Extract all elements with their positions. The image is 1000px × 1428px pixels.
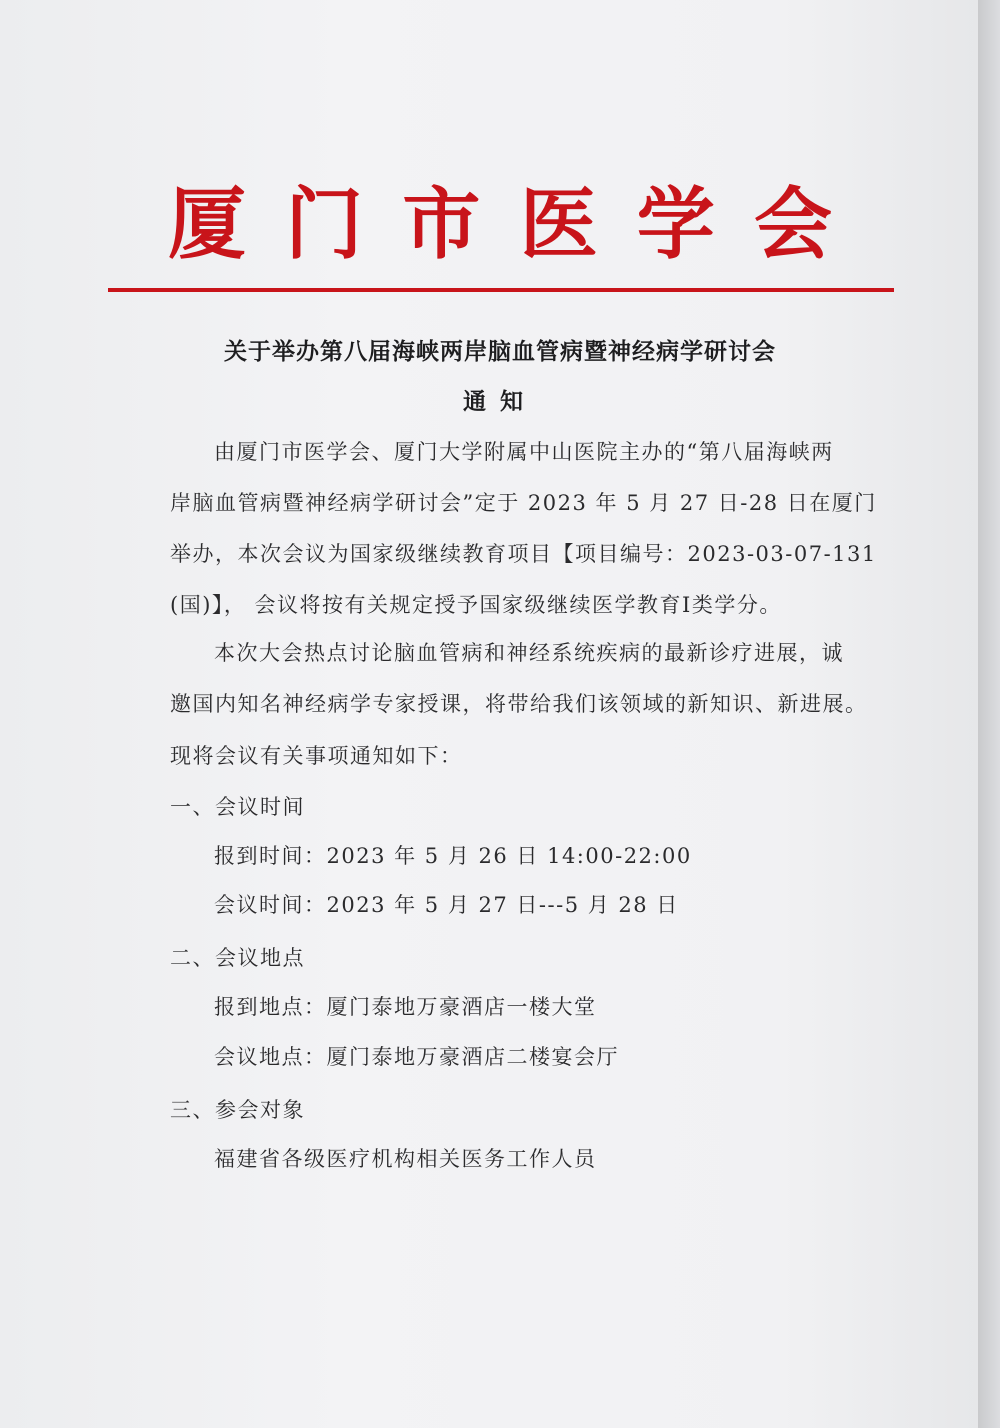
paragraph-1-line: (国)】， 会议将按有关规定授予国家级继续医学教育Ⅰ类学分。 xyxy=(170,593,782,617)
checkin-time: 报到时间：2023 年 5 月 26 日 14:00-22:00 xyxy=(214,844,692,868)
masthead-char: 医 xyxy=(519,179,598,270)
section-heading-place: 二、会议地点 xyxy=(170,946,305,970)
paragraph-2-line: 邀国内知名神经病学专家授课，将带给我们该领域的新知识、新进展。 xyxy=(170,692,868,716)
section-heading-audience: 三、参会对象 xyxy=(170,1098,305,1122)
masthead-char: 厦 xyxy=(168,179,247,270)
meeting-time: 会议时间：2023 年 5 月 27 日---5 月 28 日 xyxy=(214,893,679,917)
paragraph-2-line: 本次大会热点讨论脑血管病和神经系统疾病的最新诊疗进展，诚 xyxy=(214,641,844,665)
paragraph-2-line: 现将会议有关事项通知如下： xyxy=(170,744,463,768)
masthead-char: 学 xyxy=(636,179,715,270)
notice-subtitle: 通知 xyxy=(463,389,537,415)
page-edge-shadow xyxy=(978,0,1000,1428)
notice-title: 关于举办第八届海峡两岸脑血管病暨神经病学研讨会 xyxy=(224,339,776,365)
audience-text: 福建省各级医疗机构相关医务工作人员 xyxy=(214,1147,597,1171)
masthead-char: 市 xyxy=(402,179,481,270)
paragraph-1-line: 由厦门市医学会、厦门大学附属中山医院主办的“第八届海峡两 xyxy=(214,440,834,464)
paragraph-1-line: 岸脑血管病暨神经病学研讨会”定于 2023 年 5 月 27 日-28 日在厦门 xyxy=(170,491,877,515)
checkin-place: 报到地点：厦门泰地万豪酒店一楼大堂 xyxy=(214,995,597,1019)
masthead-char: 会 xyxy=(753,179,832,270)
masthead-char: 门 xyxy=(285,179,364,270)
red-divider-rule xyxy=(108,288,894,292)
masthead-title xyxy=(108,168,892,268)
paragraph-1-line: 举办，本次会议为国家级继续教育项目【项目编号：2023-03-07-131 xyxy=(170,542,877,566)
meeting-place: 会议地点：厦门泰地万豪酒店二楼宴会厅 xyxy=(214,1045,619,1069)
section-heading-time: 一、会议时间 xyxy=(170,795,305,819)
